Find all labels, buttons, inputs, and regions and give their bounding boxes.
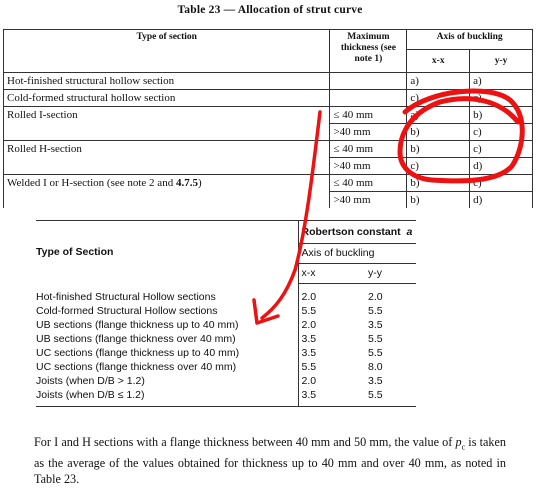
robertson-row-xx: 3.5 bbox=[298, 346, 360, 360]
row-yy: c) bbox=[470, 90, 533, 107]
table-row bbox=[4, 90, 533, 107]
pc-symbol: p bbox=[455, 435, 462, 449]
table-row bbox=[4, 124, 533, 141]
robertson-type-header: Type of Section bbox=[36, 221, 298, 284]
row-type bbox=[4, 124, 330, 141]
row-yy: d) bbox=[470, 192, 533, 209]
robertson-row-yy: 5.5 bbox=[360, 388, 416, 407]
pc-subscript: c bbox=[461, 442, 466, 452]
robertson-row-yy: 2.0 bbox=[368, 291, 383, 303]
row-xx: b) bbox=[407, 175, 470, 192]
row-type: Hot-finished structural hollow section bbox=[4, 73, 330, 90]
row-type-welded bbox=[4, 175, 330, 192]
row-thickness: >40 mm bbox=[330, 124, 407, 141]
robertson-constant-label: Robertson constant bbox=[301, 226, 401, 238]
row-yy: d) bbox=[470, 158, 533, 175]
table-row bbox=[36, 346, 416, 360]
robertson-row-yy: 3.5 bbox=[368, 375, 383, 387]
robertson-row-label: Joists (when D/B ≤ 1.2) bbox=[36, 388, 298, 407]
table-row bbox=[4, 73, 533, 90]
robertson-row-label: Joists (when D/B > 1.2) bbox=[36, 375, 145, 387]
explanatory-paragraph bbox=[34, 434, 506, 487]
robertson-row-label: Cold-formed Structural Hollow sections bbox=[36, 305, 218, 317]
robertson-row-xx: 3.5 bbox=[298, 388, 360, 407]
paragraph-part-1: For I and H sections with a flange thickness between 40 mm and 50 mm, the value of bbox=[34, 435, 456, 449]
row-yy: c) bbox=[470, 175, 533, 192]
table-row bbox=[36, 360, 416, 374]
robertson-row-xx: 2.0 bbox=[298, 374, 360, 388]
header-type-of-section: Type of section bbox=[4, 30, 330, 73]
robertson-table bbox=[36, 220, 416, 407]
robertson-row-label: UB sections (flange thickness up to 40 mm) bbox=[36, 319, 239, 331]
row-thickness bbox=[330, 73, 407, 90]
row-xx: a) bbox=[407, 73, 470, 90]
robertson-row-xx: 2.0 bbox=[298, 318, 360, 332]
header-max-thickness: Maximum thickness (see note 1) bbox=[330, 30, 407, 73]
robertson-row-label: Hot-finished Structural Hollow sections bbox=[36, 291, 216, 303]
table-row bbox=[4, 175, 533, 192]
row-xx: b) bbox=[407, 124, 470, 141]
header-axis-of-buckling: Axis of buckling bbox=[407, 30, 533, 50]
robertson-constant-header bbox=[298, 221, 416, 244]
table-row bbox=[4, 158, 533, 175]
row-xx: a) bbox=[407, 107, 470, 124]
table-row bbox=[36, 374, 416, 388]
row-thickness: ≤ 40 mm bbox=[330, 175, 407, 192]
robertson-yy-header: y-y bbox=[360, 264, 416, 284]
row-xx: c) bbox=[407, 90, 470, 107]
robertson-constant-symbol: a bbox=[406, 226, 413, 238]
table-row bbox=[36, 318, 416, 332]
table-row bbox=[36, 304, 416, 318]
robertson-row-xx: 2.0 bbox=[298, 290, 360, 304]
robertson-row-yy: 5.5 bbox=[368, 305, 383, 317]
table-23-title: Table 23 — Allocation of strut curve bbox=[177, 4, 363, 16]
row-type: Rolled H-section bbox=[4, 141, 330, 158]
row-yy: b) bbox=[470, 107, 533, 124]
row-thickness: >40 mm bbox=[330, 192, 407, 209]
robertson-row-xx: 5.5 bbox=[298, 304, 360, 318]
robertson-row-yy: 8.0 bbox=[368, 361, 383, 373]
robertson-row-xx: 3.5 bbox=[298, 332, 360, 346]
row-thickness: >40 mm bbox=[330, 158, 407, 175]
table-row bbox=[4, 141, 533, 158]
paragraph-part-2: is taken as the average of the values obtained for thickness up to 40 mm and over 40 mm, as noted in Table 23. bbox=[34, 435, 506, 487]
header-y-y: y-y bbox=[470, 50, 533, 73]
row-xx: b) bbox=[407, 192, 470, 209]
row-thickness: ≤ 40 mm bbox=[330, 107, 407, 124]
row-xx: c) bbox=[407, 158, 470, 175]
table-row bbox=[36, 388, 416, 407]
header-x-x: x-x bbox=[407, 50, 470, 73]
robertson-row-xx: 5.5 bbox=[298, 360, 360, 374]
table-row bbox=[4, 107, 533, 124]
row-type: Cold-formed structural hollow section bbox=[4, 90, 330, 107]
robertson-row-yy: 5.5 bbox=[368, 333, 383, 345]
row-thickness bbox=[330, 90, 407, 107]
row-yy: a) bbox=[470, 73, 533, 90]
row-yy: c) bbox=[470, 141, 533, 158]
table-row bbox=[4, 192, 533, 209]
row-type bbox=[4, 158, 330, 175]
table-row bbox=[36, 290, 416, 304]
row-type-text: Welded I or H-section (see note 2 and 4.7.5) bbox=[7, 177, 202, 190]
robertson-xx-header: x-x bbox=[298, 264, 360, 284]
row-xx: b) bbox=[407, 141, 470, 158]
robertson-row-yy: 3.5 bbox=[368, 319, 383, 331]
table-row bbox=[36, 332, 416, 346]
row-type bbox=[4, 192, 330, 209]
row-yy: c) bbox=[470, 124, 533, 141]
robertson-axis-header: Axis of buckling bbox=[298, 244, 416, 264]
row-type: Rolled I-section bbox=[4, 107, 330, 124]
robertson-row-label: UC sections (flange thickness over 40 mm) bbox=[36, 361, 237, 373]
table-23 bbox=[3, 29, 533, 208]
robertson-row-label: UB sections (flange thickness over 40 mm) bbox=[36, 333, 236, 345]
robertson-row-yy: 5.5 bbox=[368, 347, 383, 359]
robertson-row-label: UC sections (flange thickness up to 40 mm) bbox=[36, 347, 240, 359]
row-thickness: ≤ 40 mm bbox=[330, 141, 407, 158]
